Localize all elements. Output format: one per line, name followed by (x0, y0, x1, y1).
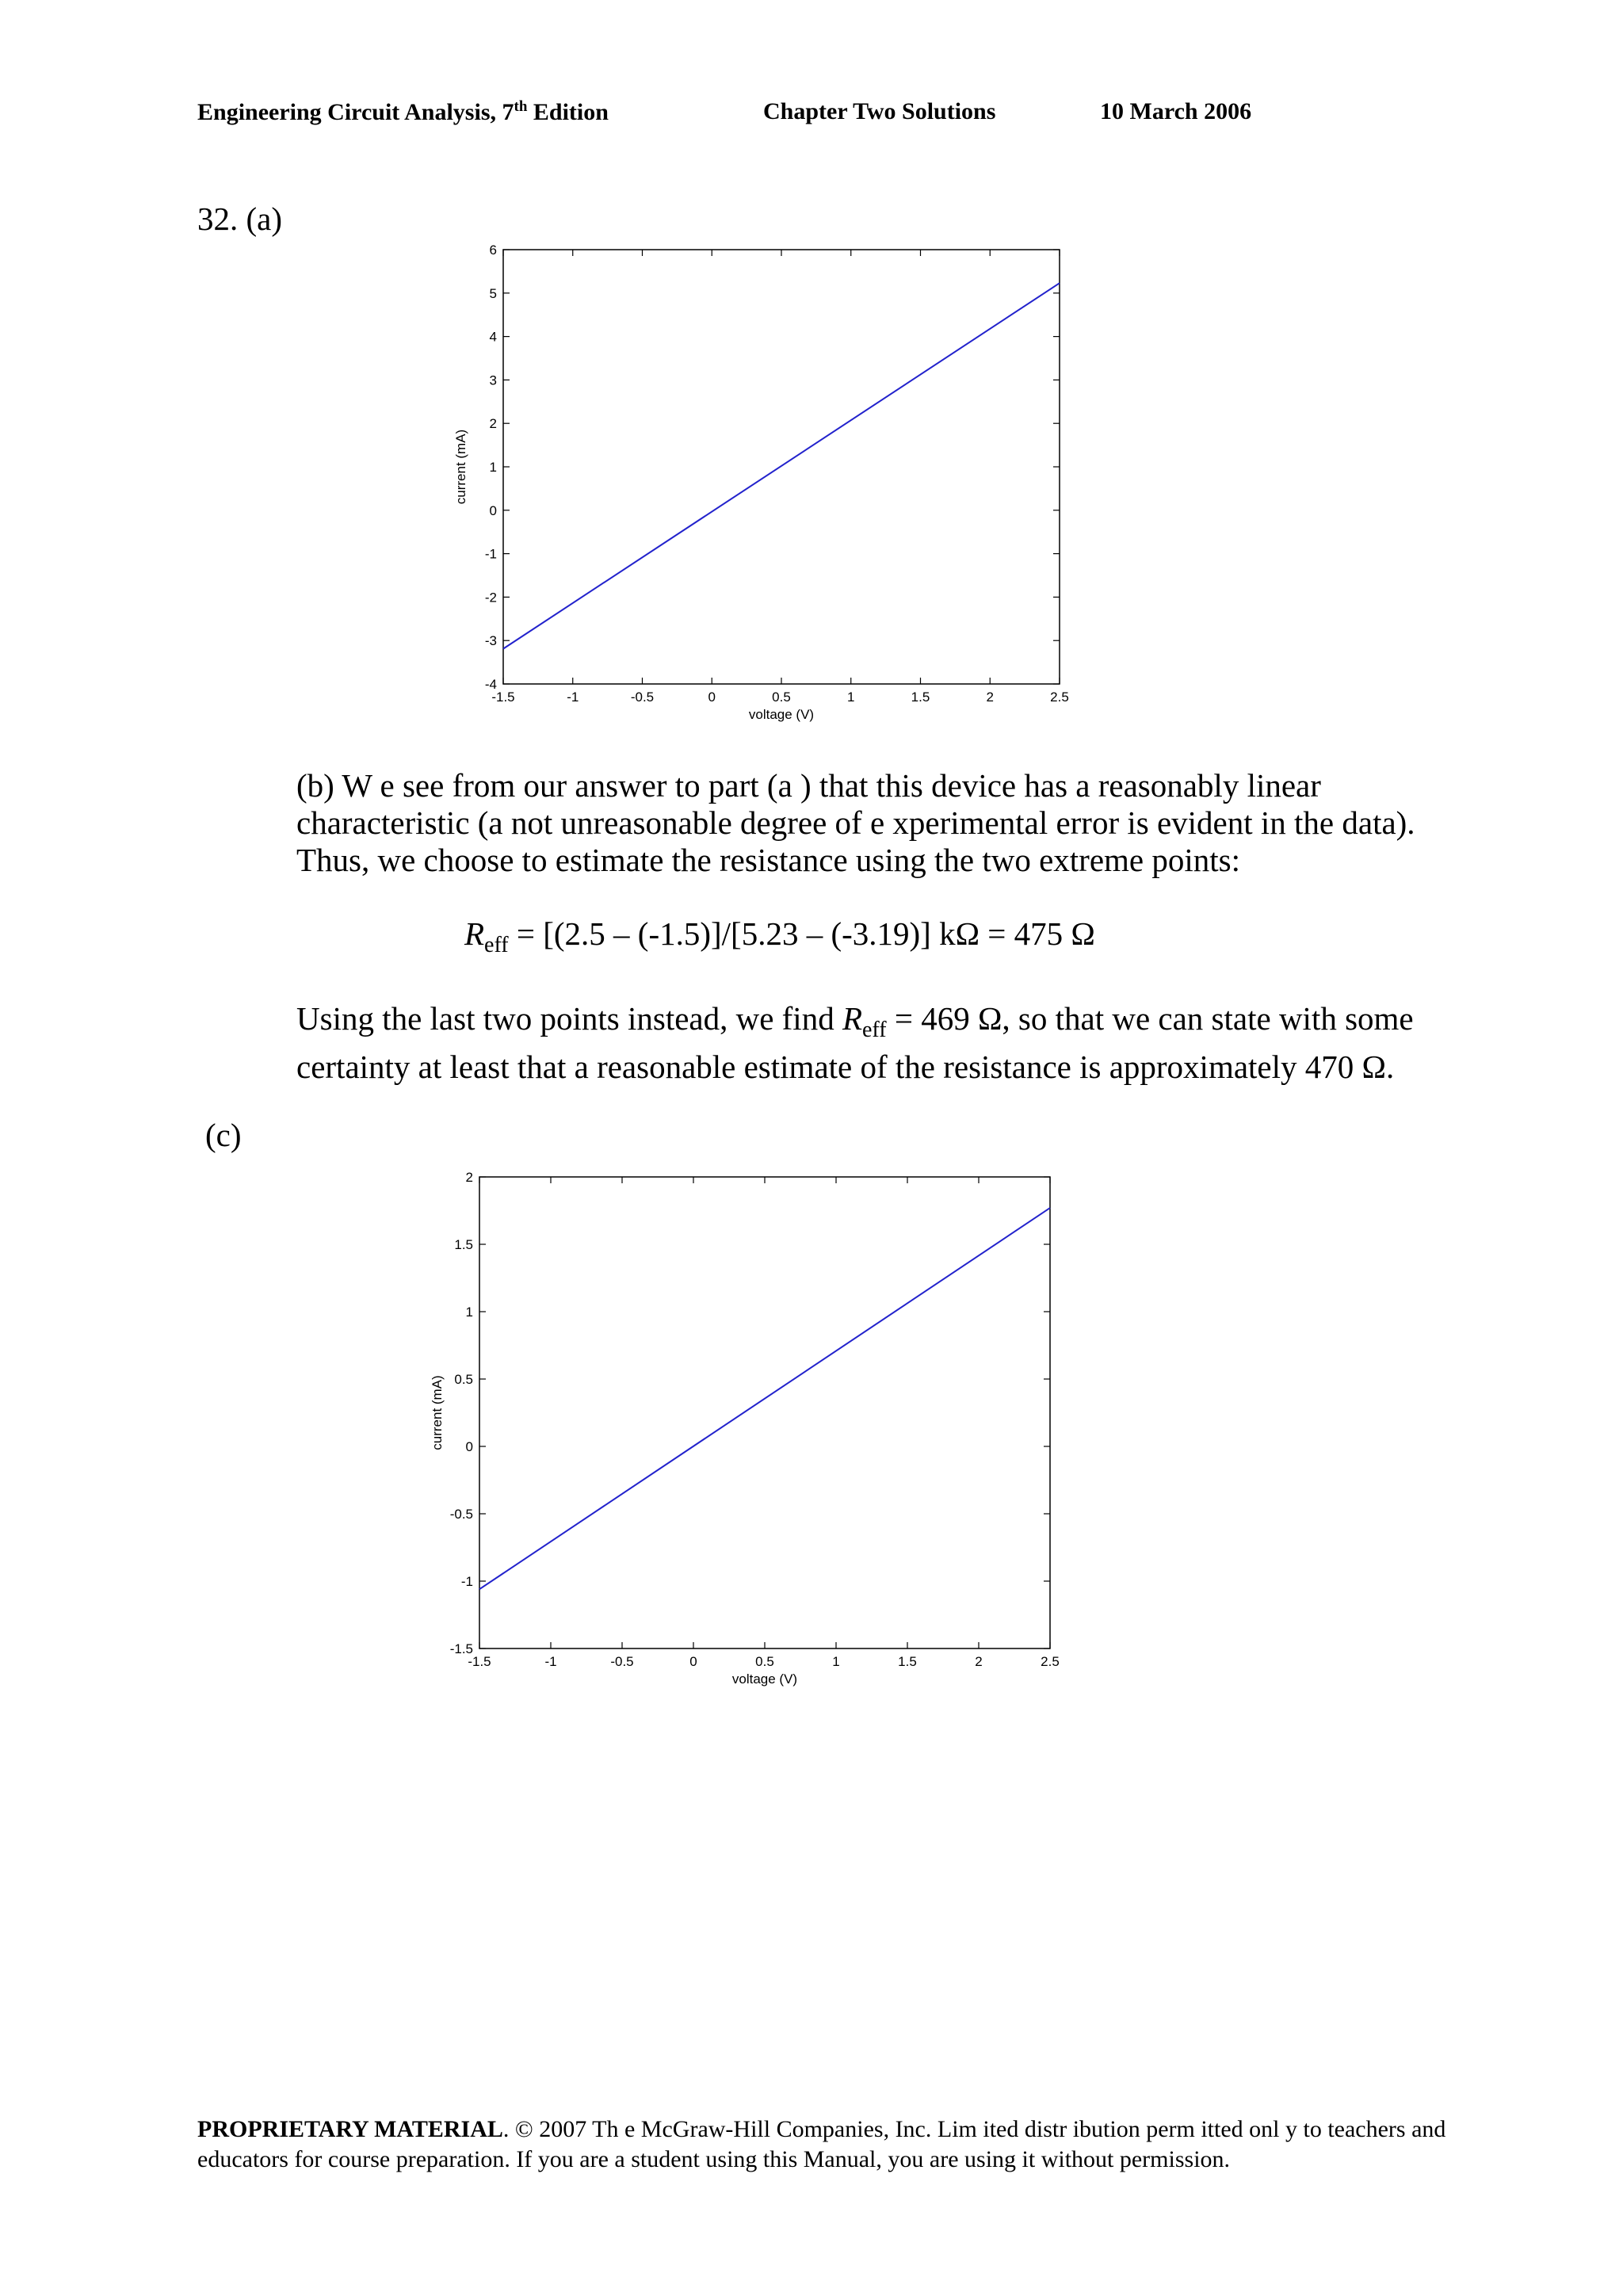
footer-copyright: PROPRIETARY MATERIAL. © 2007 Th e McGraw-Hill Companies, Inc. Lim ited distr ibution perm itted onl y to teachers and educators for course preparation. If you are a student using this Manual, you are using it without permission. (197, 2116, 1446, 2172)
part-b-conclusion: Using the last two points instead, we find $R_{eff} = 469$ Ω, so that we can state with some certainty at least that a reasonable estimate of the resistance is approximately 470 Ω. (296, 1000, 1414, 1086)
problem-part-a-label: 32. (a) (197, 201, 283, 237)
chart-c-y-tick-label: 0 (465, 1439, 473, 1454)
part-b-paragraph: (b) W e see from our answer to part (a ) that this device has a reasonably linear characteristic (a not unreasonable degree of e xperimental error is evident in the data). Thus, we choose to estimate the resistance using the two extreme points: (296, 767, 1415, 878)
chart-a-x-tick-label: 2 (986, 690, 994, 705)
chart-c-x-tick-label: 2.5 (1041, 1654, 1060, 1669)
chart-a-x-tick-label: -0.5 (630, 690, 655, 705)
chart-a-y-tick-label: 3 (489, 372, 497, 388)
chart-a-x-tick-label: 0.5 (772, 690, 791, 705)
chart-c-x-axis-label: voltage (V) (731, 1671, 798, 1687)
chart-c-y-tick-label: 0.5 (454, 1372, 473, 1387)
chart-a-y-tick-label: -3 (484, 633, 497, 649)
chart-a-x-tick-label: -1.5 (491, 690, 515, 705)
chart-c-series-line (479, 1208, 1050, 1589)
chart-a-y-tick-label: -4 (484, 677, 497, 692)
chart-a-y-tick-label: 5 (489, 285, 497, 301)
chart-c-y-tick-label: 2 (465, 1170, 473, 1185)
chart-c-y-tick-label: -1 (460, 1574, 473, 1589)
chart-c-y-tick-label: -0.5 (449, 1507, 473, 1522)
chart-c-x-tick-label: 2 (975, 1654, 983, 1669)
chart-c-x-tick-label: 0.5 (755, 1654, 774, 1669)
chart-c-y-tick-label: -1.5 (449, 1641, 473, 1656)
header-chapter: Chapter Two Solutions (763, 98, 996, 124)
chart-c-y-axis-label: current (mA) (430, 1375, 445, 1450)
chart-c-x-tick-label: 0 (689, 1654, 697, 1669)
chart-a-x-tick-label: 1 (847, 690, 855, 705)
chart-c-plot-frame (479, 1177, 1050, 1648)
chart-a-x-axis-label: voltage (V) (748, 707, 815, 722)
chart-c-x-tick-label: 1 (832, 1654, 840, 1669)
chart-c-x-tick-label: 1.5 (898, 1654, 917, 1669)
chart-c-y-tick-label: 1.5 (454, 1237, 473, 1252)
chart-a-x-tick-label: 0 (708, 690, 716, 705)
problem-part-c-label: (c) (205, 1117, 242, 1153)
chart-a-y-tick-label: 6 (489, 243, 497, 258)
chart-a-y-tick-label: -1 (484, 546, 497, 562)
chart-c-x-tick-label: -1 (544, 1654, 557, 1669)
header-date: 10 March 2006 (1100, 98, 1252, 124)
header-book-title: Engineering Circuit Analysis, 7th Edition (197, 98, 609, 125)
chart-c-x-tick-label: -1.5 (468, 1654, 491, 1669)
chart-a-x-tick-label: -1 (567, 690, 579, 705)
chart-part-a (396, 230, 1094, 753)
chart-a-y-tick-label: 0 (489, 502, 497, 518)
chart-a-y-tick-label: 2 (489, 416, 497, 432)
chart-part-c (396, 1133, 1094, 1688)
chart-a-x-tick-label: 1.5 (911, 690, 930, 705)
chart-a-series-line (503, 283, 1060, 648)
chart-c-x-tick-label: -0.5 (610, 1654, 634, 1669)
chart-a-x-tick-label: 2.5 (1050, 690, 1069, 705)
chart-c-y-tick-label: 1 (465, 1305, 473, 1320)
chart-a-y-tick-label: 1 (489, 460, 497, 475)
resistance-formula: $R_{eff} = [(2.5 - (-1.5)]/[5.23 - (-3.19)] k\Omega = 475$ Ω (464, 915, 1095, 958)
chart-a-y-tick-label: -2 (484, 590, 497, 606)
chart-a-y-axis-label: current (mA) (453, 429, 468, 505)
chart-a-y-tick-label: 4 (489, 329, 497, 345)
